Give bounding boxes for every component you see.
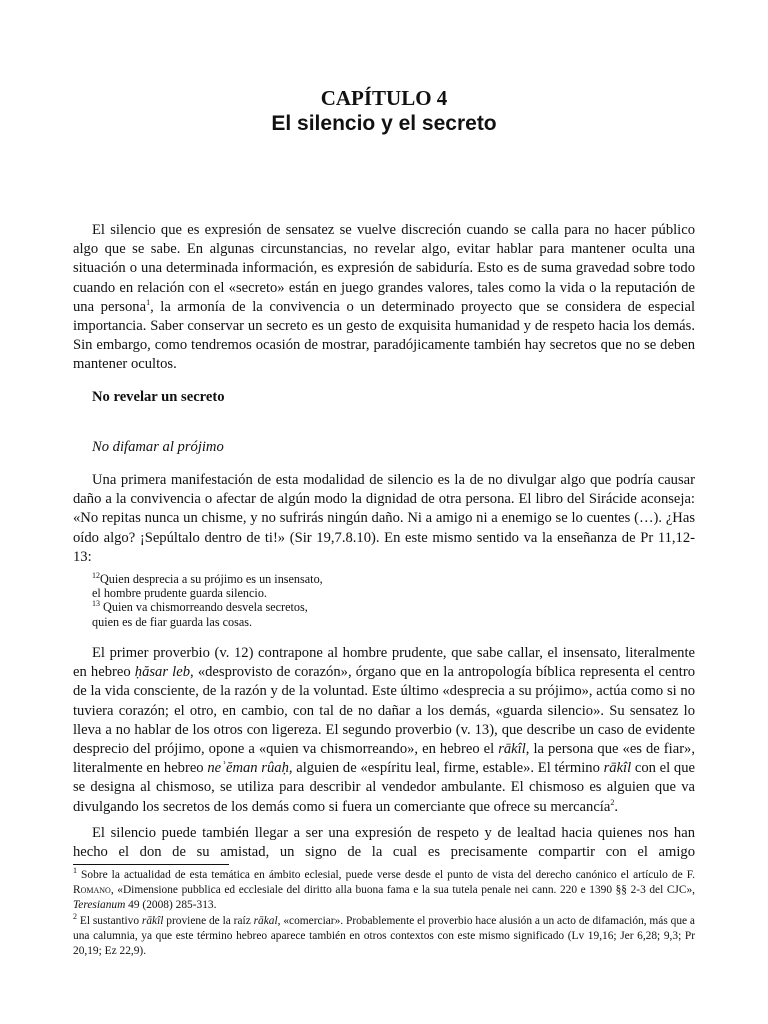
footnote-text: , «comerciar». Probablemente el proverbio hace alusión a un acto de difamación, más que a una calumnia, ya que este término hebreo aparece también en otros contextos con este mismo significado (Lv 19,16; Jer 6,28; 9,3; Pr 20,19; Ez 22,9). [73, 914, 695, 958]
section-heading-text: No revelar un secreto [92, 389, 225, 405]
quote-line: quien es de fiar guarda las cosas. [92, 614, 253, 629]
footnote-text: 49 (2008) 285-313. [125, 899, 217, 912]
paragraph-friendship [73, 824, 695, 862]
paragraph-text: con el que se designa al chismoso, se utiliza para describir al vendedor ambulante. El chismoso es alguien que va divulgando los secretos de los demás como si fuera un comerciante que ofrece su mercancía [73, 760, 696, 815]
footnotes [73, 868, 695, 959]
footnote-2 [73, 911, 695, 960]
footnote-text: proviene de la raíz [163, 914, 254, 927]
paragraph-text: El silencio que es expresión de sensatez se vuelve discreción cuando se calla para no hacer público algo que se sabe. En algunas circunstancias, no revelar algo, evitar hablar para mantener oculta una situación o una determinada información, es expresión de sabiduría. Esto es de suma gravedad sobre todo cuando en relación con el «secreto» están en juego grandes valores, tales como la vida o la reputación de una persona [73, 222, 695, 315]
subsection-heading [73, 438, 695, 457]
paragraph-text: , la armonía de la convivencia o un determinado proyecto que se considera de especial importancia. Saber conservar un secreto es un gesto de exquisita humanidad y de respeto hacia los demás. Sin embargo, como tendremos ocasión de mostrar, paradójicamente también hay secretos que no se deben mantener ocultos. [73, 298, 696, 373]
paragraph-text: , la persona que «es de fiar», literalmente en hebreo [73, 741, 695, 777]
footnote-1 [73, 868, 695, 914]
paragraph-intro [73, 221, 695, 375]
footnote-text: Sobre la actualidad de esta temática en ámbito eclesial, puede verse desde el punto de vista del derecho canónico el artículo de F. [77, 869, 695, 881]
proverbs-quote [92, 572, 323, 629]
footnote-divider [73, 864, 229, 865]
footnote-number: 2 [73, 911, 77, 921]
chapter-number: CAPÍTULO 4 [320, 86, 448, 110]
paragraph-sirach [73, 471, 695, 567]
footnote-text: El sustantivo [77, 914, 142, 927]
paragraph-text: , alguien de «espíritu leal, firme, estable». El término [288, 760, 604, 777]
hebrew-term: rākîl [603, 760, 632, 777]
verse-number: 13 [92, 599, 100, 609]
chapter-title: El silencio y el secreto [271, 112, 497, 135]
quote-line: Quien va chismorreando desvela secretos, [100, 600, 308, 615]
subsection-heading-text: No difamar al prójimo [92, 439, 224, 455]
hebrew-term: ḥăsar leb [134, 664, 191, 681]
hebrew-term: rākîl [141, 914, 164, 927]
paragraph-text: , «desprovisto de corazón», órgano que en la antropología bíblica representa el centro de la vida consciente, de la razón y de la voluntad. Este último «desprecia a su prójimo», actúa como si no tuviera corazón; el otro, en cambio, con tal de no dañar a los demás, «guarda silencio». Su sensatez lo lleva a no hablar de los otros con ligereza. El segundo proverbio (v. 13), que describe un caso de evidente desprecio del prójimo, opone a «quien va chismorreando», en hebreo el [73, 664, 695, 758]
quote-line: Quien desprecia a su prójimo es un insensato, [100, 572, 323, 586]
quote-line: el hombre prudente guarda silencio. [92, 586, 267, 601]
paragraph-text: . [614, 798, 618, 815]
hebrew-term: neʾĕman rûaḥ [207, 760, 289, 777]
footnote-text: , «Dimensione pubblica ed ecclesiale del diritto alla buona fama e la sua tutela penale nei cann. 220 e 1390 §§ 2-3 del CJC», [110, 884, 695, 897]
paragraph-text: El silencio puede también llegar a ser una expresión de respeto y de lealtad hacia quienes nos han hecho el don de su amistad, un signo de la cual es precisamente compartir con el amigo [73, 825, 695, 861]
paragraph-text: Una primera manifestación de esta modalidad de silencio es la de no divulgar algo que podría causar daño a la convivencia o afectar de algún modo la dignidad de otra persona. El libro del Sirácide aconseja: «No repitas nunca un chisme, y no sufrirás ningún daño. Ni a amigo ni a enemigo se lo cuentes (…). ¿Has oído algo? ¡Sepúltalo dentro de ti!» (Sir 19,7.8.10). En este mismo sentido va la enseñanza de Pr 11,12-13: [73, 472, 695, 565]
footnote-ref-1[interactable]: 1 [146, 297, 151, 307]
hebrew-term: rākal [253, 914, 278, 927]
footnote-ref-2[interactable]: 2 [610, 797, 615, 807]
footnote-author: Romano [73, 884, 111, 897]
paragraph-text: El primer proverbio (v. 12) contrapone al hombre prudente, que sabe callar, el insensato, literalmente en hebreo [73, 645, 695, 681]
paragraph-commentary [73, 644, 695, 817]
hebrew-term: rākîl [498, 741, 526, 758]
footnote-journal: Teresianum [73, 899, 126, 912]
verse-number: 12 [92, 570, 100, 580]
footnote-number: 1 [73, 866, 77, 876]
section-heading [73, 388, 695, 407]
